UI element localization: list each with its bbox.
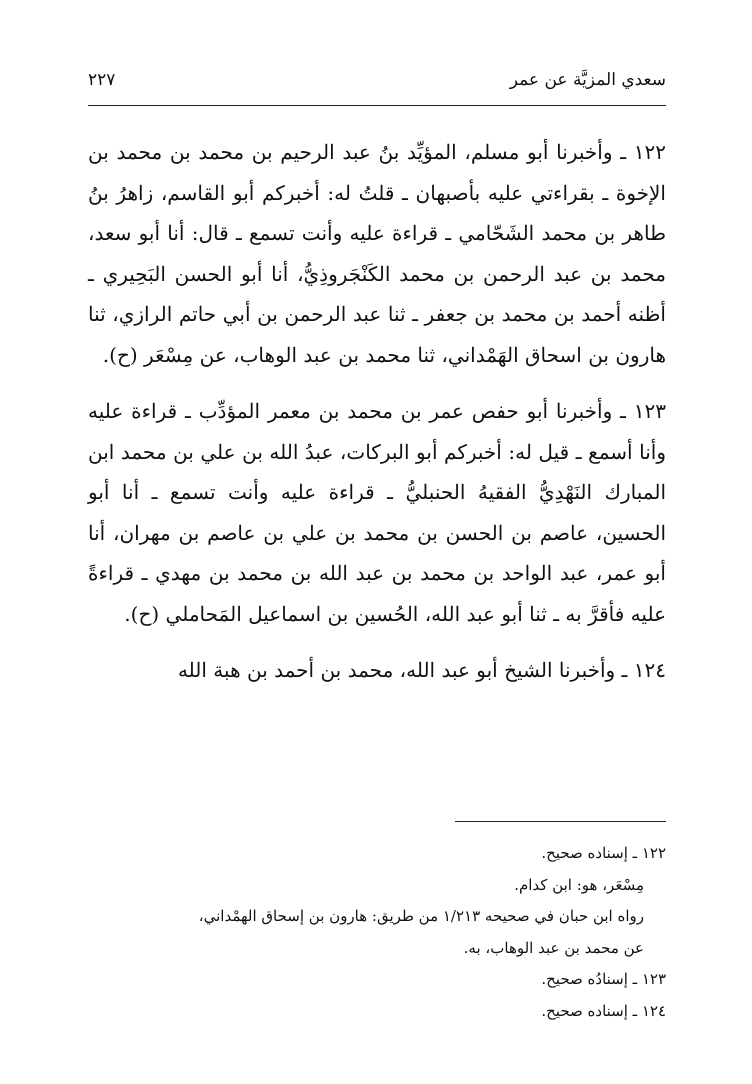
footnote-line: ١٢٣ ـ إسنادُه صحيح.: [541, 970, 666, 988]
footnote-divider: [455, 821, 666, 822]
hadith-paragraph-123: ١٢٣ ـ وأخبرنا أبو حفص عمر بن محمد بن معمر المؤدِّب ـ قراءة عليه وأنا أسمع ـ قيل له: أخبركم أبو البركات، عبدُ الله بن علي بن محمد ابن المبارك النَهْدِيُّ الفقيهُ الحنبليُّ ـ قراءة عليه وأنت تسمع ـ أنا أبو الحسين، عاصم بن الحسن بن محمد بن علي بن عاصم بن مهران، أنا أبو عمر، عبد الواحد بن محمد بن عبد الله بن محمد بن مهدي ـ قراءةً عليه فأقرَّ به ـ ثنا أبو عبد الله، الحُسين بن اسماعيل المَحاملي (ح).: [88, 399, 666, 626]
footnote-line: عن محمد بن عبد الوهاب، به.: [463, 938, 644, 957]
page-header: [88, 70, 666, 100]
main-text: [88, 132, 666, 691]
hadith-paragraph-122: ١٢٢ ـ وأخبرنا أبو مسلم، المؤيِّد بنُ عبد الرحيم بن محمد بن محمد بن الإخوة ـ بقراءتي عليه بأصبهان ـ قلتُ له: أخبركم أبو القاسم، زاهرُ بنُ طاهر بن محمد الشَحّامي ـ قراءة عليه وأنت تسمع ـ قال: أنا أبو سعد، محمد بن عبد الرحمن بن محمد الكَنْجَروذِيُّ، أنا أبو الحسن البَحِيري ـ أظنه أحمد بن محمد بن جعفر ـ ثنا عبد الرحمن بن أبي حاتم الرازي، ثنا هارون بن اسحاق الهَمْداني، ثنا محمد بن عبد الوهاب، عن مِسْعَر (ح).: [88, 140, 666, 367]
page-number: ٢٢٧: [88, 70, 116, 90]
footnote-line: رواه ابن حبان في صحيحه ١/٢١٣ من طريق: هارون بن إسحاق الهمْداني،: [198, 907, 644, 925]
footnote-line: مِسْعَر، هو: ابن كدام.: [514, 875, 644, 894]
footnote-line: ١٢٢ ـ إسناده صحيح.: [541, 844, 666, 862]
footnotes: [88, 838, 666, 1027]
header-divider: [88, 105, 666, 106]
footnote-line: ١٢٤ ـ إسناده صحيح.: [541, 1001, 666, 1020]
hadith-paragraph-124: ١٢٤ ـ وأخبرنا الشيخ أبو عبد الله، محمد بن أحمد بن هبة الله: [177, 658, 666, 682]
running-title: سعدي المزيَّة عن عمر: [509, 70, 666, 90]
